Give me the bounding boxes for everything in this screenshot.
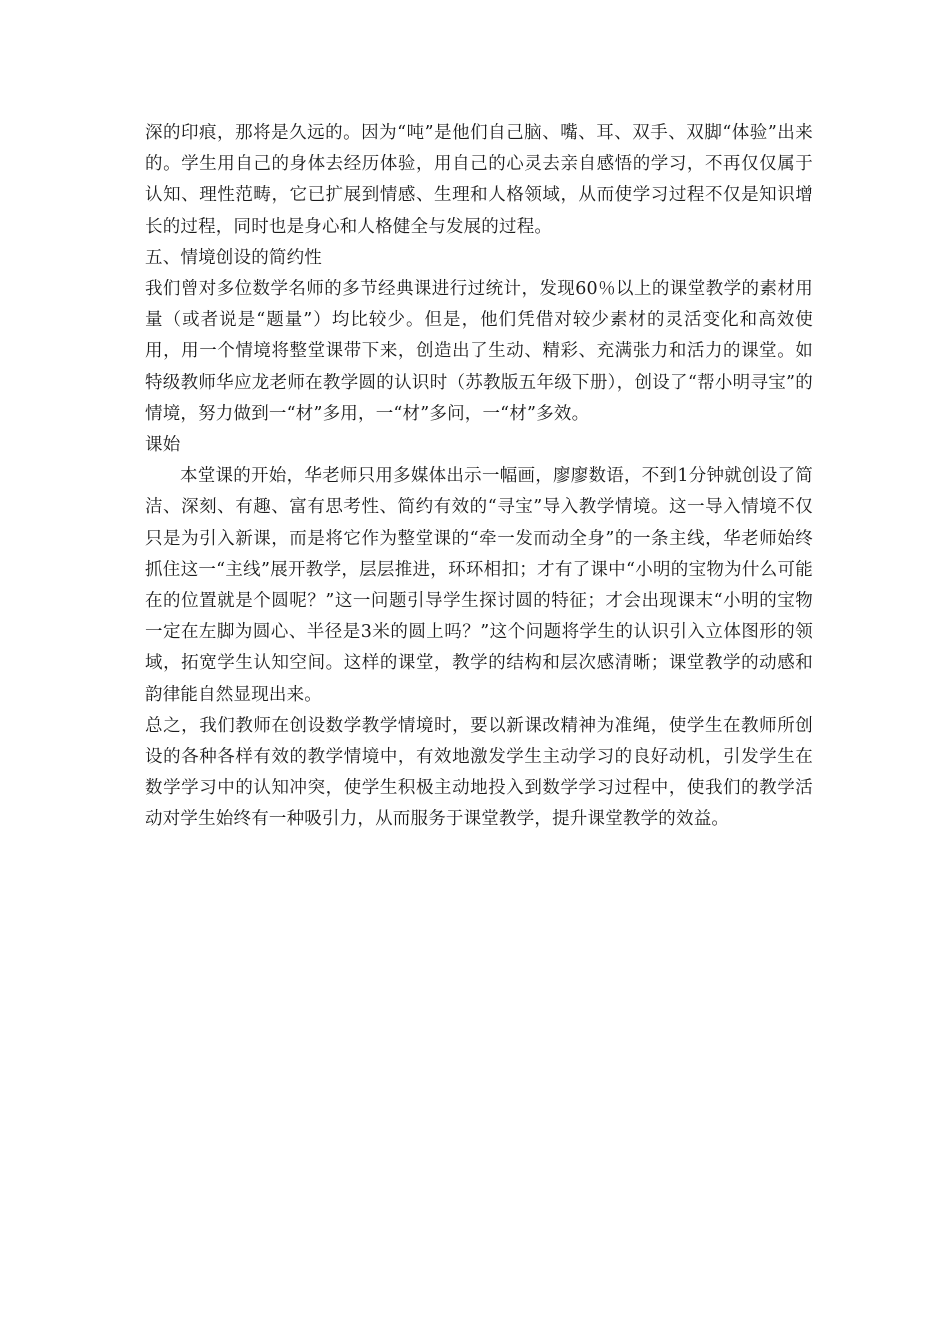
paragraph-conclusion: 总之，我们教师在创设数学教学情境时，要以新课改精神为准绳，使学生在教师所创设的各种各样有效的教学情境中，有效地激发学生主动学习的良好动机，引发学生在数学学习中的认知冲突，使学生积极主动地投入到数学学习过程中，使我们的教学活动对学生始终有一种吸引力，从而服务于课堂教学，提升课堂教学的效益。 <box>145 715 813 830</box>
paragraph-continuation: 深的印痕，那将是久远的。因为“吨”是他们自己脑、嘴、耳、双手、双脚“体验”出来的。学生用自己的身体去经历体验，用自己的心灵去亲自感悟的学习，不再仅仅属于认知、理性范畴，它已扩展到情感、生理和人格领域，从而使学习过程不仅是知识增长的过程，同时也是身心和人格健全与发展的过程。 <box>145 123 813 237</box>
document-body <box>145 118 813 836</box>
subheading-lesson-start: 课始 <box>145 435 181 456</box>
section-heading: 五、情境创设的简约性 <box>145 247 322 268</box>
paragraph-lesson-example: 本堂课的开始，华老师只用多媒体出示一幅画，廖廖数语，不到1分钟就创设了简洁、深刻、有趣、富有思考性、简约有效的“寻宝”导入教学情境。这一导入情境不仅只是为引入新课，而是将它作为整堂课的“牵一发而动全身”的一条主线，华老师始终抓住这一“主线”展开教学，层层推进，环环相扣；才有了课中“小明的宝物为什么可能在的位置就是个圆呢？”这一问题引导学生探讨圆的特征；才会出现课末“小明的宝物一定在左脚为圆心、半径是3米的圆上吗？”这个问题将学生的认识引入立体图形的领域，拓宽学生认知空间。这样的课堂，教学的结构和层次感清晰；课堂教学的动感和韵律能自然显现出来。 <box>145 466 813 705</box>
paragraph-statistics: 我们曾对多位数学名师的多节经典课进行过统计，发现60％以上的课堂教学的素材用量（或者说是“题量”）均比较少。但是，他们凭借对较少素材的灵活变化和高效使用，用一个情境将整堂课带下来，创造出了生动、精彩、充满张力和活力的课堂。如特级教师华应龙老师在教学圆的认识时（苏教版五年级下册），创设了“帮小明寻宝”的情境，努力做到一“材”多用，一“材”多问，一“材”多效。 <box>145 279 813 424</box>
